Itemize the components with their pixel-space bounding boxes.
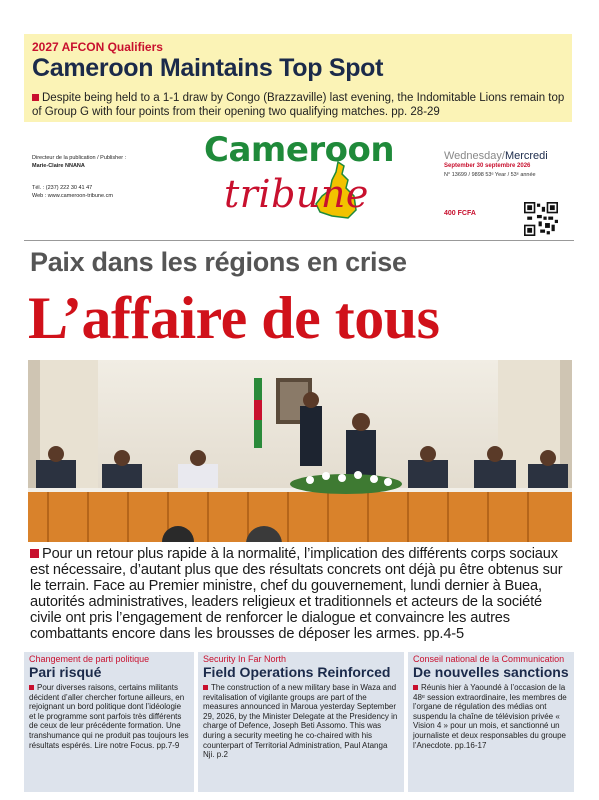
issue-info <box>444 150 584 217</box>
teaser-title[interactable]: Pari risqué <box>29 664 102 680</box>
bullet-icon <box>29 685 34 690</box>
teaser-body-text: Réunis hier à Yaoundé à l’occasion de la 48ᵉ session extraordinaire, les membres de l’organe de régulation des médias ont suspendu la chaîne de télévision privée « Vision 4 » pour un mois, et sanctionné un journaliste et deux responsables du groupe l’Anecdote. pp.16-17 <box>413 683 567 750</box>
day-french: Mercredi <box>504 150 548 162</box>
bullet-icon <box>413 685 418 690</box>
teaser-party-change[interactable] <box>24 652 194 792</box>
teaser-body-text: Pour diverses raisons, certains militants décident d’aller chercher fortune ailleurs, en rejoignant un bord politique dont l’idéologie et le programme sont parfois très différents de ceux de leur précédente formation. Une transhumance qui ne produit pas toujours les résultats espérés. Lire notre Focus. pp.7-9 <box>29 683 189 750</box>
masthead-divider <box>24 240 574 241</box>
publisher-info <box>32 154 182 200</box>
main-story-photo[interactable] <box>28 360 572 542</box>
teaser-title[interactable]: De nouvelles sanctions <box>413 664 569 680</box>
main-lead-text: Pour un retour plus rapide à la normalité, l’implication des différents corps sociaux est nécessaire, d’autant plus que des résultats concrets ont déjà pu être obtenus sur le terrain. Face au Premier ministre, chef du gouvernement, lundi dernier à Buea, autorités administratives, leaders religieux et traditionnels et acteurs de la société civile ont pris l’engagement de renforcer le dialogue et convaincre les autres combattants encore dans les brousses de déposer les armes. pp.4-5 <box>30 546 563 642</box>
qr-code-icon[interactable] <box>524 202 558 236</box>
teaser-security-far-north[interactable] <box>198 652 404 792</box>
phone-number: Tél. : (237) 222 30 41 47 <box>32 185 93 191</box>
director-label: Directeur de la publication / Publisher : <box>32 155 127 161</box>
website-link[interactable]: Web : www.cameroon-tribune.cm <box>32 193 113 199</box>
issue-date: September 30 septembre 2026 <box>444 163 531 169</box>
issue-day <box>444 150 584 162</box>
main-headline[interactable]: L’affaire de tous <box>28 285 440 351</box>
issue-price: 400 FCFA <box>444 210 476 217</box>
director-name: Marie-Claire NNANA <box>32 163 85 169</box>
banner-headline[interactable]: Cameroon Maintains Top Spot <box>32 54 384 82</box>
teaser-label: Security In Far North <box>203 654 287 664</box>
bullet-icon <box>30 549 39 558</box>
banner-kicker: 2027 AFCON Qualifiers <box>32 40 163 54</box>
issue-number: N° 13699 / 9898 53ᵉ Year / 53ᵉ année <box>444 172 536 178</box>
day-english: Wednesday/ <box>444 150 505 162</box>
main-lead-paragraph <box>30 546 575 642</box>
bullet-icon <box>32 94 39 101</box>
teaser-title[interactable]: Field Operations Reinforced <box>203 664 391 680</box>
teaser-communication-council[interactable] <box>408 652 574 792</box>
teaser-label: Conseil national de la Communication <box>413 654 565 664</box>
banner-deck-text: Despite being held to a 1-1 draw by Congo (Brazzaville) last evening, the Indomitable Lions remain top of Group G with four points from their opening two qualifying matches. pp. 28-29 <box>32 92 565 118</box>
banner-deck <box>32 91 568 119</box>
logo-word-tribune: tribune <box>224 172 369 216</box>
newspaper-logo[interactable] <box>200 130 395 235</box>
top-story-banner[interactable] <box>24 34 572 122</box>
main-overline: Paix dans les régions en crise <box>30 247 407 277</box>
logo-word-cameroon: Cameroon <box>204 130 395 170</box>
teaser-label: Changement de parti politique <box>29 654 150 664</box>
teaser-body <box>198 680 404 760</box>
teaser-body <box>408 680 574 750</box>
teaser-body <box>24 680 194 750</box>
bullet-icon <box>203 685 208 690</box>
teaser-body-text: The construction of a new military base in Waza and revitalisation of vigilante groups are part of the measures announced in Maroua yesterday September 29, 2026, by the Minister Delegate at the Presidency in charge of Defence, Joseph Beti Assomo. This was during a security meeting he co-chaired with his counterpart of Territorial Administration, Paul Atanga Nji. p.2 <box>203 683 398 760</box>
